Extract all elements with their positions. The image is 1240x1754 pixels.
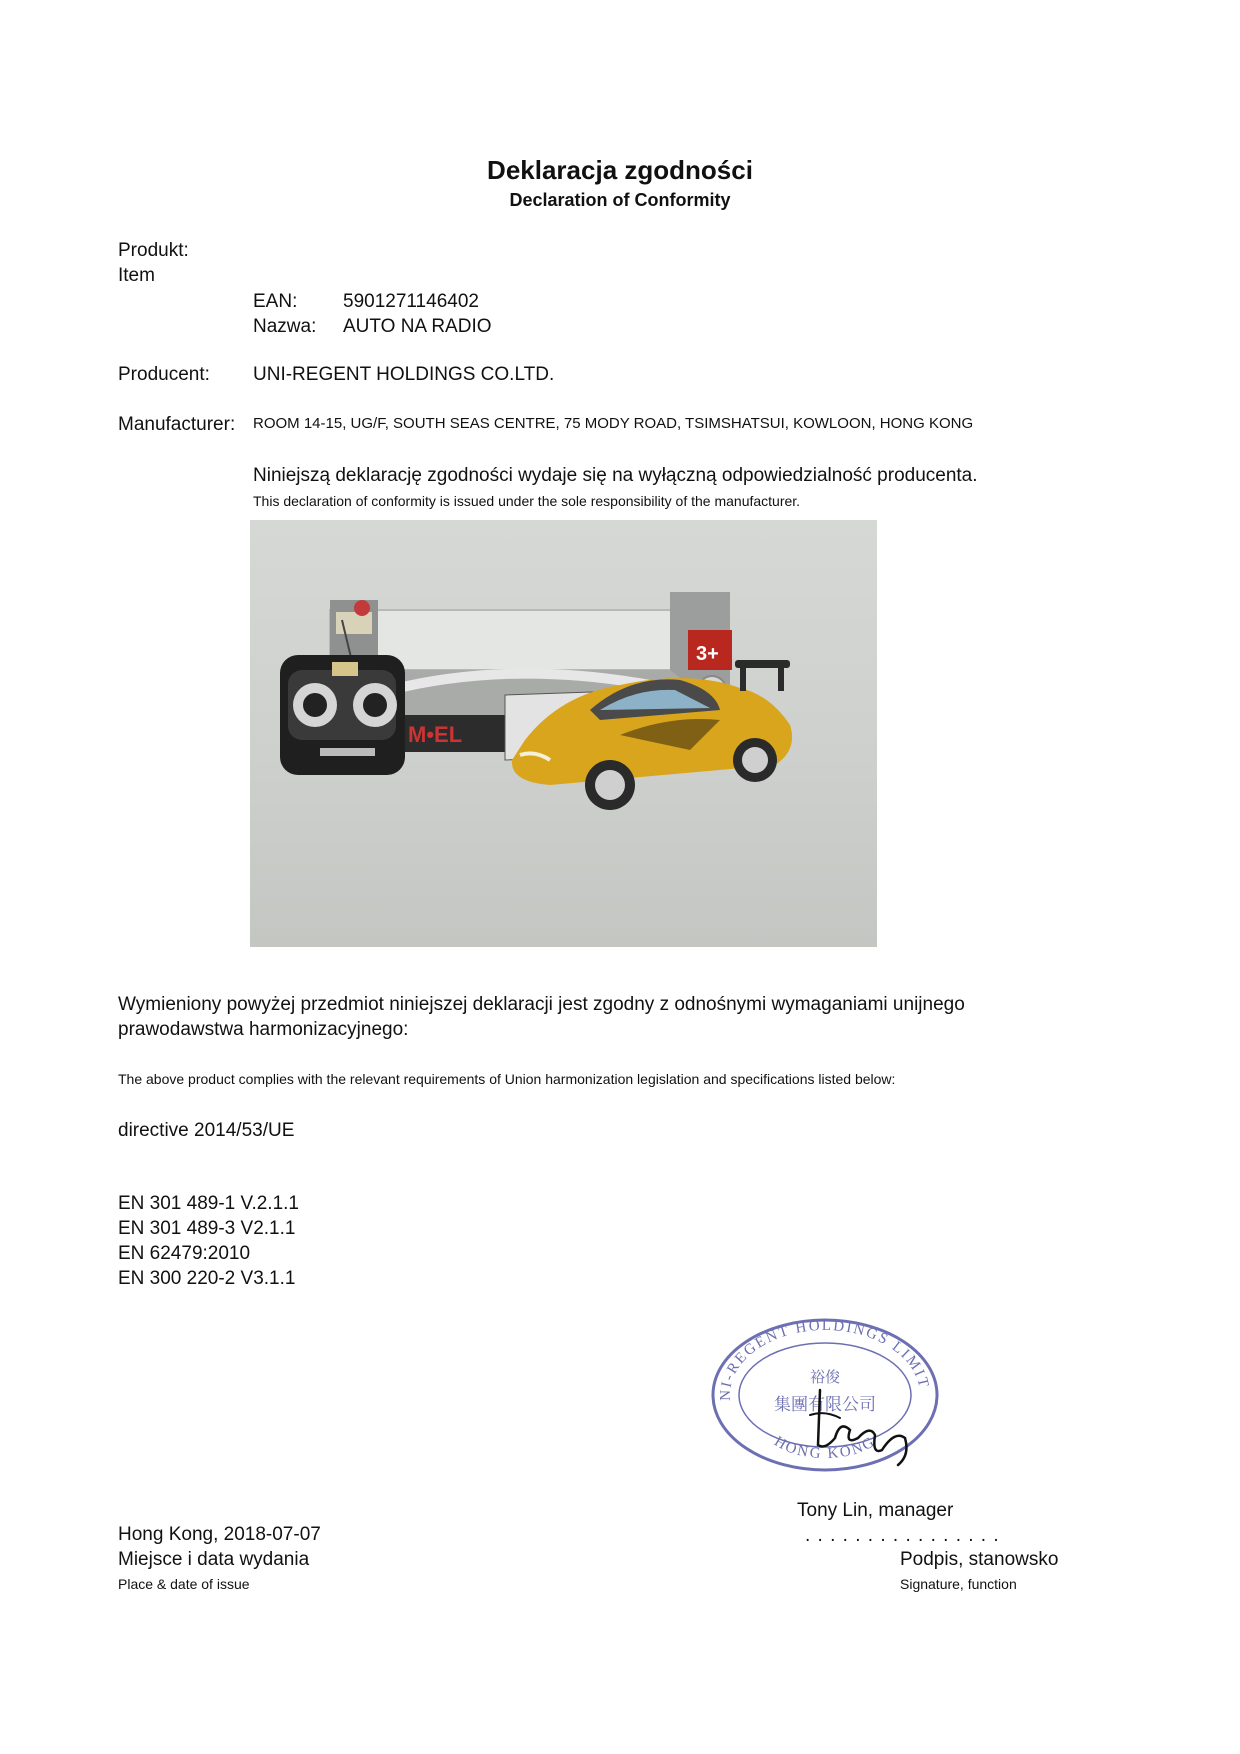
signature-dots: . . . . . . . . . . . . . . . . xyxy=(805,1525,1000,1546)
name-label: Nazwa: xyxy=(253,316,317,337)
standard-item: EN 300 220-2 V3.1.1 xyxy=(118,1268,296,1289)
document-subtitle: Declaration of Conformity xyxy=(509,190,731,210)
svg-text:M•EL: M•EL xyxy=(408,722,463,747)
directive: directive 2014/53/UE xyxy=(118,1120,295,1141)
compliance-pl-line1: Wymieniony powyżej przedmiot niniejszej deklaracji jest zgodny z odnośnymi wymaganiami unijnego xyxy=(118,994,965,1015)
ean-value: 5901271146402 xyxy=(343,291,479,312)
issue-label-pl: Miejsce i data wydania xyxy=(118,1549,310,1570)
ean-label: EAN: xyxy=(253,291,298,312)
standard-item: EN 301 489-3 V2.1.1 xyxy=(118,1218,296,1239)
compliance-en: The above product complies with the relevant requirements of Union harmonization legislation and specifications listed below: xyxy=(118,1071,896,1087)
stamp-bottom-text: HONG KONG xyxy=(771,1433,879,1463)
signature-label-pl: Podpis, stanowsko xyxy=(900,1549,1059,1570)
stamp-ring-text: NI-REGENT HOLDINGS LIMIT xyxy=(717,1317,932,1401)
signatory-name: Tony Lin, manager xyxy=(797,1500,954,1521)
standard-item: EN 62479:2010 xyxy=(118,1243,251,1264)
manufacturer-label: Manufacturer: xyxy=(118,414,236,435)
signature-label-en: Signature, function xyxy=(900,1576,1017,1592)
company-stamp xyxy=(700,1310,950,1475)
product-label-en: Item xyxy=(118,265,155,286)
handwritten-signature xyxy=(700,1310,950,1475)
producent-label: Producent: xyxy=(118,364,210,385)
producent-value: UNI-REGENT HOLDINGS CO.LTD. xyxy=(253,364,555,385)
document-title: Deklaracja zgodności xyxy=(487,155,753,185)
name-value: AUTO NA RADIO xyxy=(343,316,492,337)
responsibility-pl: Niniejszą deklarację zgodności wydaje się na wyłączną odpowiedzialność producenta. xyxy=(253,465,978,486)
manufacturer-address: ROOM 14-15, UG/F, SOUTH SEAS CENTRE, 75 MODY ROAD, TSIMSHATSUI, KOWLOON, HONG KONG xyxy=(253,415,974,432)
stamp-chinese-mid: 集團有限公司 xyxy=(774,1395,876,1415)
issue-place-date: Hong Kong, 2018-07-07 xyxy=(118,1524,321,1545)
responsibility-en: This declaration of conformity is issued under the sole responsibility of the manufacturer. xyxy=(253,493,801,509)
stamp-chinese-top: 裕俊 xyxy=(809,1368,841,1386)
product-photo-illustration xyxy=(250,520,877,947)
product-photo xyxy=(250,520,877,947)
age-badge: 3+ xyxy=(696,643,719,665)
product-label-pl: Produkt: xyxy=(118,240,189,261)
compliance-pl-line2: prawodawstwa harmonizacyjnego: xyxy=(118,1019,409,1040)
issue-label-en: Place & date of issue xyxy=(118,1576,250,1592)
standard-item: EN 301 489-1 V.2.1.1 xyxy=(118,1193,299,1214)
